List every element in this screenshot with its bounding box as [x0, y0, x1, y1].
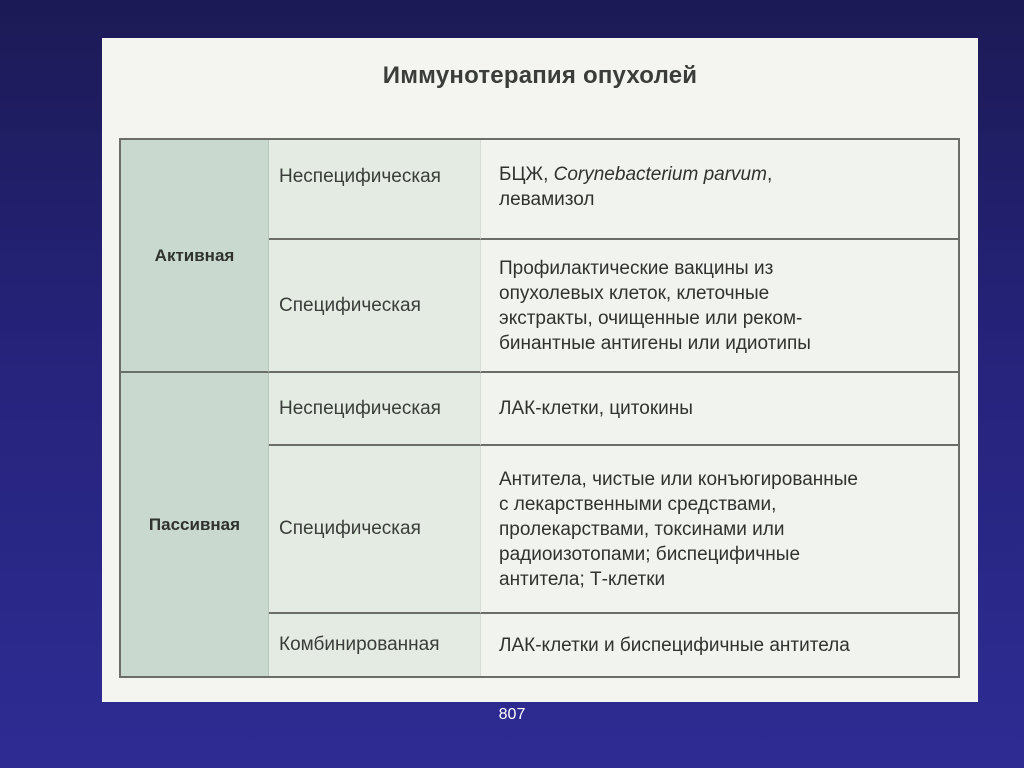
desc-text: ,	[766, 164, 773, 185]
desc-text: с лекарственными средствами,	[499, 493, 777, 515]
desc-text: левамизол	[499, 189, 595, 210]
type-cell-passive-combined: Комбинированная	[269, 614, 481, 676]
desc-cell-active-nonspecific	[481, 140, 958, 240]
page-title: Иммунотерапия опухолей	[382, 62, 698, 89]
desc-text: антитела; Т-клетки	[499, 568, 666, 590]
type-cell-passive-nonspecific: Неспецифическая	[269, 373, 481, 446]
group-passive: Пассивная	[121, 373, 269, 676]
desc-text: Профилактические вакцины из	[499, 257, 774, 279]
desc-text: радиоизотопами; биспецифичные	[499, 543, 801, 565]
desc-text: пролекарствами, токсинами или	[499, 518, 785, 540]
type-cell-passive-specific: Специфическая	[269, 446, 481, 614]
desc-text: ЛАК-клетки, цитокины	[499, 398, 693, 419]
desc-cell-passive-nonspecific	[481, 373, 958, 446]
type-cell-active-nonspecific: Неспецифическая	[269, 140, 481, 240]
desc-text: Антитела, чистые или конъюгированные	[499, 468, 858, 490]
desc-text: экстракты, очищенные или реком-	[499, 307, 803, 329]
type-cell-active-specific: Специфическая	[269, 240, 481, 373]
desc-text: ЛАК-клетки и биспецифичные антитела	[499, 634, 850, 656]
desc-cell-passive-combined	[481, 614, 958, 676]
desc-italic-text: Corynebacterium parvum	[553, 164, 767, 185]
desc-text: опухолевых клеток, клеточные	[499, 282, 770, 304]
desc-text: БЦЖ,	[499, 164, 554, 185]
slide-card	[102, 38, 978, 702]
immunotherapy-table	[119, 138, 960, 678]
group-active: Активная	[121, 140, 269, 373]
page-number: 807	[498, 706, 526, 723]
desc-cell-active-specific	[481, 240, 958, 373]
desc-cell-passive-specific	[481, 446, 958, 614]
desc-text: бинантные антигены или идиотипы	[499, 332, 811, 354]
